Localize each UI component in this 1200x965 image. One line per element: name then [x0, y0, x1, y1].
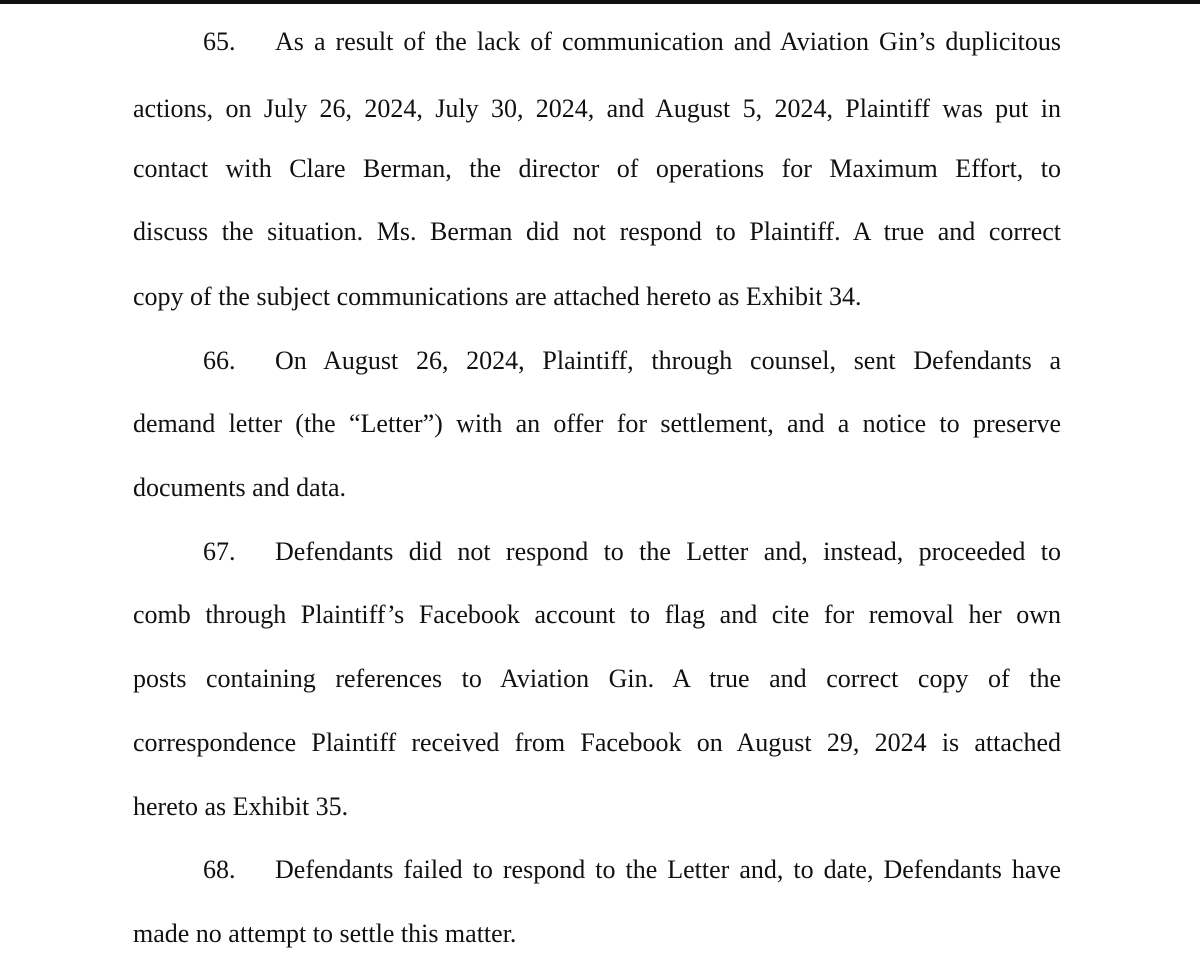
line-text: Defendants did not respond to the Letter and, instead, proceeded to	[275, 537, 1061, 566]
paragraph-65-line-5: copy of the subject communications are attached hereto as Exhibit 34.	[133, 282, 862, 311]
paragraph-number: 66.	[203, 346, 236, 375]
line-text: As a result of the lack of communication and Aviation Gin’s duplicitous	[275, 27, 1061, 56]
paragraph-67-line-5: hereto as Exhibit 35.	[133, 792, 349, 821]
paragraph-65-line-1	[203, 22, 1061, 62]
paragraph-67-line-2: comb through Plaintiff’s Facebook account to flag and cite for removal her own	[133, 600, 1061, 629]
paragraph-number: 65.	[203, 27, 236, 56]
line-text: Defendants failed to respond to the Letter and, to date, Defendants have	[275, 855, 1061, 884]
paragraph-66-line-1	[203, 341, 1061, 381]
paragraph-65-line-4: discuss the situation. Ms. Berman did not respond to Plaintiff. A true and correct	[133, 217, 1061, 246]
paragraph-66-line-2: demand letter (the “Letter”) with an offer for settlement, and a notice to preserve	[133, 409, 1061, 438]
paragraph-67-line-1	[203, 532, 1061, 572]
paragraph-65-line-2: actions, on July 26, 2024, July 30, 2024, and August 5, 2024, Plaintiff was put in	[133, 94, 1061, 123]
paragraph-68-line-1	[203, 850, 1061, 890]
paragraph-67-line-4: correspondence Plaintiff received from Facebook on August 29, 2024 is attached	[133, 728, 1061, 757]
paragraph-number: 68.	[203, 855, 236, 884]
paragraph-68-line-2: made no attempt to settle this matter.	[133, 919, 517, 948]
line-text: On August 26, 2024, Plaintiff, through counsel, sent Defendants a	[275, 346, 1061, 375]
paragraph-67-line-3: posts containing references to Aviation Gin. A true and correct copy of the	[133, 664, 1061, 693]
paragraph-number: 67.	[203, 537, 236, 566]
paragraph-65-line-3: contact with Clare Berman, the director of operations for Maximum Effort, to	[133, 154, 1061, 183]
paragraph-66-line-3: documents and data.	[133, 473, 346, 502]
